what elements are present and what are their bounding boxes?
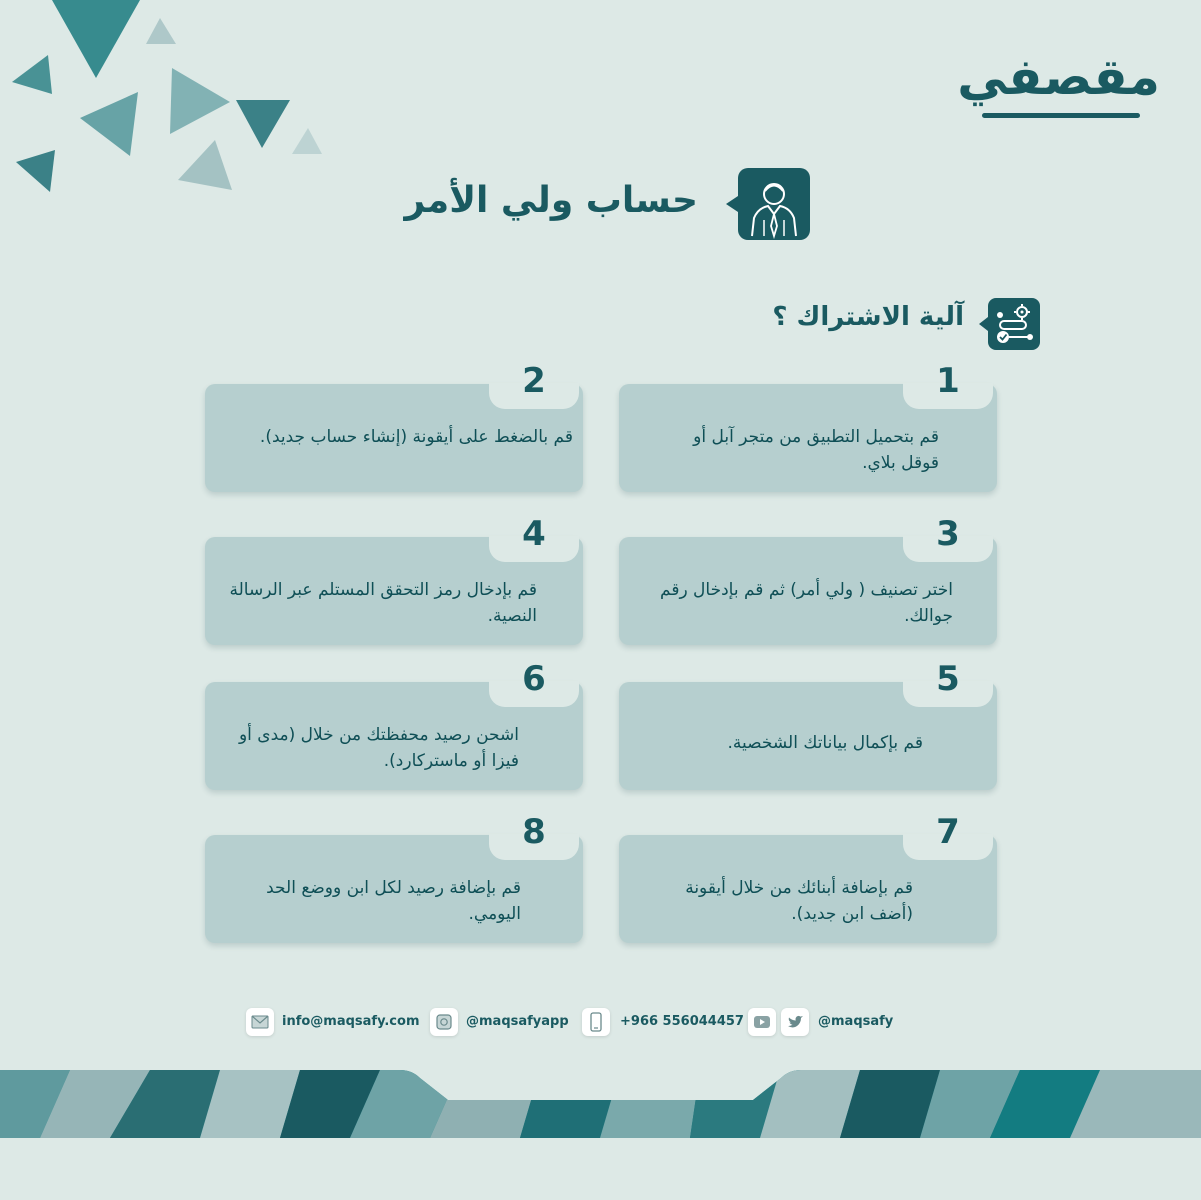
step-text: قم بإدخال رمز التحقق المستلم عبر الرسالة النصية. (229, 580, 537, 627)
phone-icon (582, 1008, 610, 1036)
workflow-gear-icon (988, 298, 1040, 350)
step-text: قم بإكمال بياناتك الشخصية. (727, 733, 923, 753)
contact-bar (236, 1008, 906, 1040)
step-text: اشحن رصيد محفظتك من خلال (مدى أو فيزا أو ماستركارد). (238, 725, 519, 772)
contact-instagram[interactable] (430, 1008, 570, 1038)
decorative-triangles (0, 0, 360, 210)
step-card-1 (619, 361, 997, 492)
step-card-3 (619, 514, 997, 645)
step-card-6 (205, 659, 583, 790)
step-text: قم بإضافة رصيد لكل ابن ووضع الحد اليومي. (266, 878, 521, 925)
instagram-icon (430, 1008, 458, 1036)
step-number: 8 (522, 812, 546, 852)
step-number: 7 (936, 812, 960, 852)
youtube-icon (748, 1008, 776, 1036)
step-card-8 (205, 812, 583, 943)
twitter-icon (781, 1008, 809, 1036)
social-handle: @maqsafy (818, 1014, 894, 1029)
step-number: 2 (522, 361, 546, 401)
email-text: info@maqsafy.com (282, 1014, 420, 1029)
step-card-4 (205, 514, 583, 645)
step-card-5 (619, 659, 997, 790)
footer-decorative-band (0, 1070, 1201, 1200)
step-card-7 (619, 812, 997, 943)
step-number: 5 (936, 659, 960, 699)
step-number: 6 (522, 659, 546, 699)
brand-logo-underline (982, 113, 1140, 118)
step-text: اختر تصنيف ( ولي أمر) ثم قم بإدخال رقم جوالك. (660, 580, 953, 627)
phone-number: +966 556044457 (620, 1014, 744, 1029)
step-card-2 (205, 361, 583, 492)
step-text: قم بإضافة أبنائك من خلال أيقونة (أضف ابن جديد). (685, 878, 913, 925)
contact-phone[interactable] (582, 1008, 742, 1038)
instagram-handle: @maqsafyapp (466, 1014, 569, 1029)
contact-social[interactable] (748, 1008, 908, 1038)
section-title: آلية الاشتراك ؟ (772, 302, 964, 332)
step-number: 1 (936, 361, 960, 401)
step-text: قم بالضغط على أيقونة (إنشاء حساب جديد). (259, 427, 573, 447)
step-number: 4 (522, 514, 546, 554)
contact-email[interactable] (246, 1008, 426, 1038)
step-text: قم بتحميل التطبيق من متجر آبل أو قوقل بلاي. (693, 427, 939, 474)
page-title: حساب ولي الأمر (404, 180, 698, 221)
mail-icon (246, 1008, 274, 1036)
brand-logo: مقصفي (957, 48, 1160, 106)
parent-avatar-icon (738, 168, 810, 240)
step-number: 3 (936, 514, 960, 554)
